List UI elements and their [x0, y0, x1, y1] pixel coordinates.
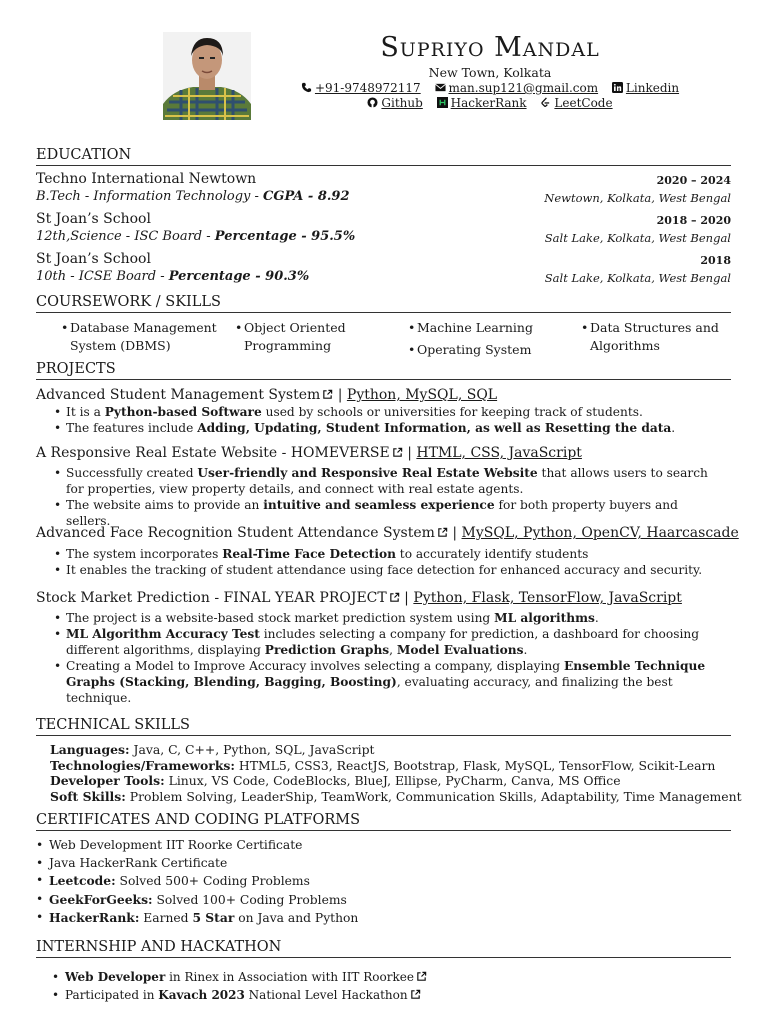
list-item: • ML Algorithm Accuracy Test includes selecting a company for prediction, a dashboard for choosing different algorithms, displaying Prediction Graphs, Model Evaluations. — [54, 627, 700, 657]
external-link-icon[interactable] — [392, 447, 403, 458]
phone-text: +91-9748972117 — [314, 81, 421, 95]
github-icon — [367, 97, 378, 108]
edu-row-1-header — [36, 171, 731, 187]
edu-place: Newtown, Kolkata, West Bengal — [544, 191, 731, 205]
list-item: • Web Development IIT Roorke Certificate — [36, 838, 303, 852]
project-tech: Python, Flask, TensorFlow, JavaScript — [413, 590, 682, 606]
linkedin-text: Linkedin — [625, 81, 680, 95]
list-item: • The project is a website-based stock market prediction system using ML algorithms. — [54, 611, 599, 625]
projects-heading: PROJECTS — [36, 361, 731, 380]
hackerrank-text: HackerRank — [450, 96, 527, 110]
edu-row-1-detail — [36, 189, 731, 205]
external-link-icon[interactable] — [410, 989, 421, 1000]
edu-years: 2020 – 2024 — [656, 174, 731, 187]
education-heading: EDUCATION — [36, 147, 731, 166]
list-item: • It enables the tracking of student attendance using face detection for enhanced accuracy and security. — [54, 563, 703, 577]
school-name: St Joan’s School — [36, 211, 151, 227]
linkedin-icon — [612, 82, 623, 93]
external-link-icon[interactable] — [416, 971, 427, 982]
edu-row-2-header — [36, 211, 731, 227]
project-title: Advanced Student Management System | Python, MySQL, SQL — [36, 387, 498, 403]
coursework-heading: COURSEWORK / SKILLS — [36, 294, 731, 313]
coursework-item: • Object Oriented Programming — [235, 320, 346, 353]
list-item: • HackerRank: Earned 5 Star on Java and Python — [36, 910, 359, 925]
list-item: • The system incorporates Real-Time Face Detection to accurately identify students — [54, 547, 589, 561]
edu-place: Salt Lake, Kolkata, West Bengal — [544, 231, 731, 245]
certificates-list — [36, 837, 726, 928]
coursework-item: • Data Structures and Algorithms — [581, 320, 719, 353]
github-text: Github — [381, 96, 423, 110]
location: New Town, Kolkata — [428, 65, 552, 80]
external-link-icon[interactable] — [437, 527, 448, 538]
edu-row-3-detail — [36, 269, 731, 285]
leetcode-text: LeetCode — [554, 96, 613, 110]
github-link[interactable] — [367, 96, 426, 110]
hackerrank-icon — [437, 97, 448, 108]
project-tech: Python, MySQL, SQL — [346, 387, 498, 403]
degree: 12th,Science - ISC Board - Percentage - 95.5% — [36, 229, 356, 244]
edu-row-2-detail — [36, 229, 731, 245]
internship-list — [52, 969, 742, 1004]
leetcode-link[interactable] — [540, 96, 612, 110]
internship-heading: INTERNSHIP AND HACKATHON — [36, 939, 731, 958]
skill-row: Languages: Java, C, C++, Python, SQL, JavaScript — [50, 742, 375, 757]
project-title: Advanced Face Recognition Student Attendance System | MySQL, Python, OpenCV, Haarcascade — [36, 525, 739, 541]
edu-years: 2018 – 2020 — [656, 214, 731, 227]
list-item: • Successfully created User-friendly and Responsive Real Estate Website that allows users to search for properties, view property details, and connect with real estate agents. — [54, 466, 708, 496]
list-item: • Leetcode: Solved 500+ Coding Problems — [36, 873, 310, 888]
linkedin-link[interactable] — [612, 81, 679, 95]
leetcode-icon — [540, 97, 551, 108]
project-tech: HTML, CSS, JavaScript — [416, 445, 582, 461]
technical-skills-heading: TECHNICAL SKILLS — [36, 717, 731, 736]
skill-row: Developer Tools: Linux, VS Code, CodeBlocks, BlueJ, Ellipse, PyCharm, Canva, MS Office — [50, 773, 621, 788]
coursework-item: • Machine Learning — [408, 320, 533, 335]
school-name: St Joan’s School — [36, 251, 151, 267]
project-bullets — [52, 546, 742, 578]
edu-row-3-header — [36, 251, 731, 267]
certificates-heading: CERTIFICATES AND CODING PLATFORMS — [36, 812, 731, 831]
degree: 10th - ICSE Board - Percentage - 90.3% — [36, 269, 310, 284]
skill-row: Technologies/Frameworks: HTML5, CSS3, ReactJS, Bootstrap, Flask, MySQL, TensorFlow, Scikit-Learn — [50, 757, 716, 773]
skill-row: Soft Skills: Problem Solving, LeaderShip, TeamWork, Communication Skills, Adaptability, Time Management — [50, 788, 742, 804]
contact-line-1 — [280, 81, 700, 95]
degree: B.Tech - Information Technology - CGPA - 8.92 — [36, 189, 350, 204]
email-link[interactable] — [435, 81, 602, 95]
edu-place: Salt Lake, Kolkata, West Bengal — [544, 271, 731, 285]
phone-icon — [301, 82, 312, 93]
technical-skills-list — [50, 742, 740, 804]
project-bullets — [52, 404, 742, 436]
list-item: • Creating a Model to Improve Accuracy involves selecting a company, displaying Ensemble Technique Graphs (Stacking, Blending, Bagging, Boosting), evaluating accuracy, and finalizing the best technique. — [54, 659, 706, 705]
list-item: • It is a Python-based Software used by schools or universities for keeping track of students. — [54, 405, 643, 419]
project-bullets — [52, 610, 724, 706]
list-item: • The website aims to provide an intuitive and seamless experience for both property buyers and sellers. — [54, 498, 678, 528]
external-link-icon[interactable] — [322, 389, 333, 400]
project-tech: MySQL, Python, OpenCV, Haarcascade — [461, 525, 739, 541]
list-item: • Java HackerRank Certificate — [36, 855, 228, 870]
project-title: A Responsive Real Estate Website - HOMEVERSE | HTML, CSS, JavaScript — [36, 445, 582, 461]
candidate-name: Supriyo Mandal — [380, 32, 600, 63]
list-item: • Participated in Kavach 2023 National Level Hackathon — [52, 987, 742, 1005]
list-item: • GeekForGeeks: Solved 100+ Coding Problems — [36, 891, 347, 907]
coursework-item: • Database Management System (DBMS) — [61, 320, 217, 353]
project-title: Stock Market Prediction - FINAL YEAR PROJECT | Python, Flask, TensorFlow, JavaScript — [36, 590, 682, 606]
external-link-icon[interactable] — [389, 592, 400, 603]
email-text: man.sup121@gmail.com — [448, 81, 599, 95]
school-name: Techno International Newtown — [36, 171, 257, 187]
coursework-item: • Operating System — [408, 342, 532, 357]
envelope-icon — [435, 82, 446, 93]
list-item: • Web Developer in Rinex in Association with IIT Roorkee — [52, 969, 742, 987]
contact-line-2 — [280, 96, 700, 110]
phone-link[interactable] — [301, 81, 425, 95]
edu-years: 2018 — [700, 254, 731, 267]
hackerrank-link[interactable] — [437, 96, 531, 110]
profile-photo — [163, 32, 251, 120]
project-bullets — [52, 465, 724, 529]
list-item: • The features include Adding, Updating, Student Information, as well as Resetting the data. — [54, 421, 676, 435]
